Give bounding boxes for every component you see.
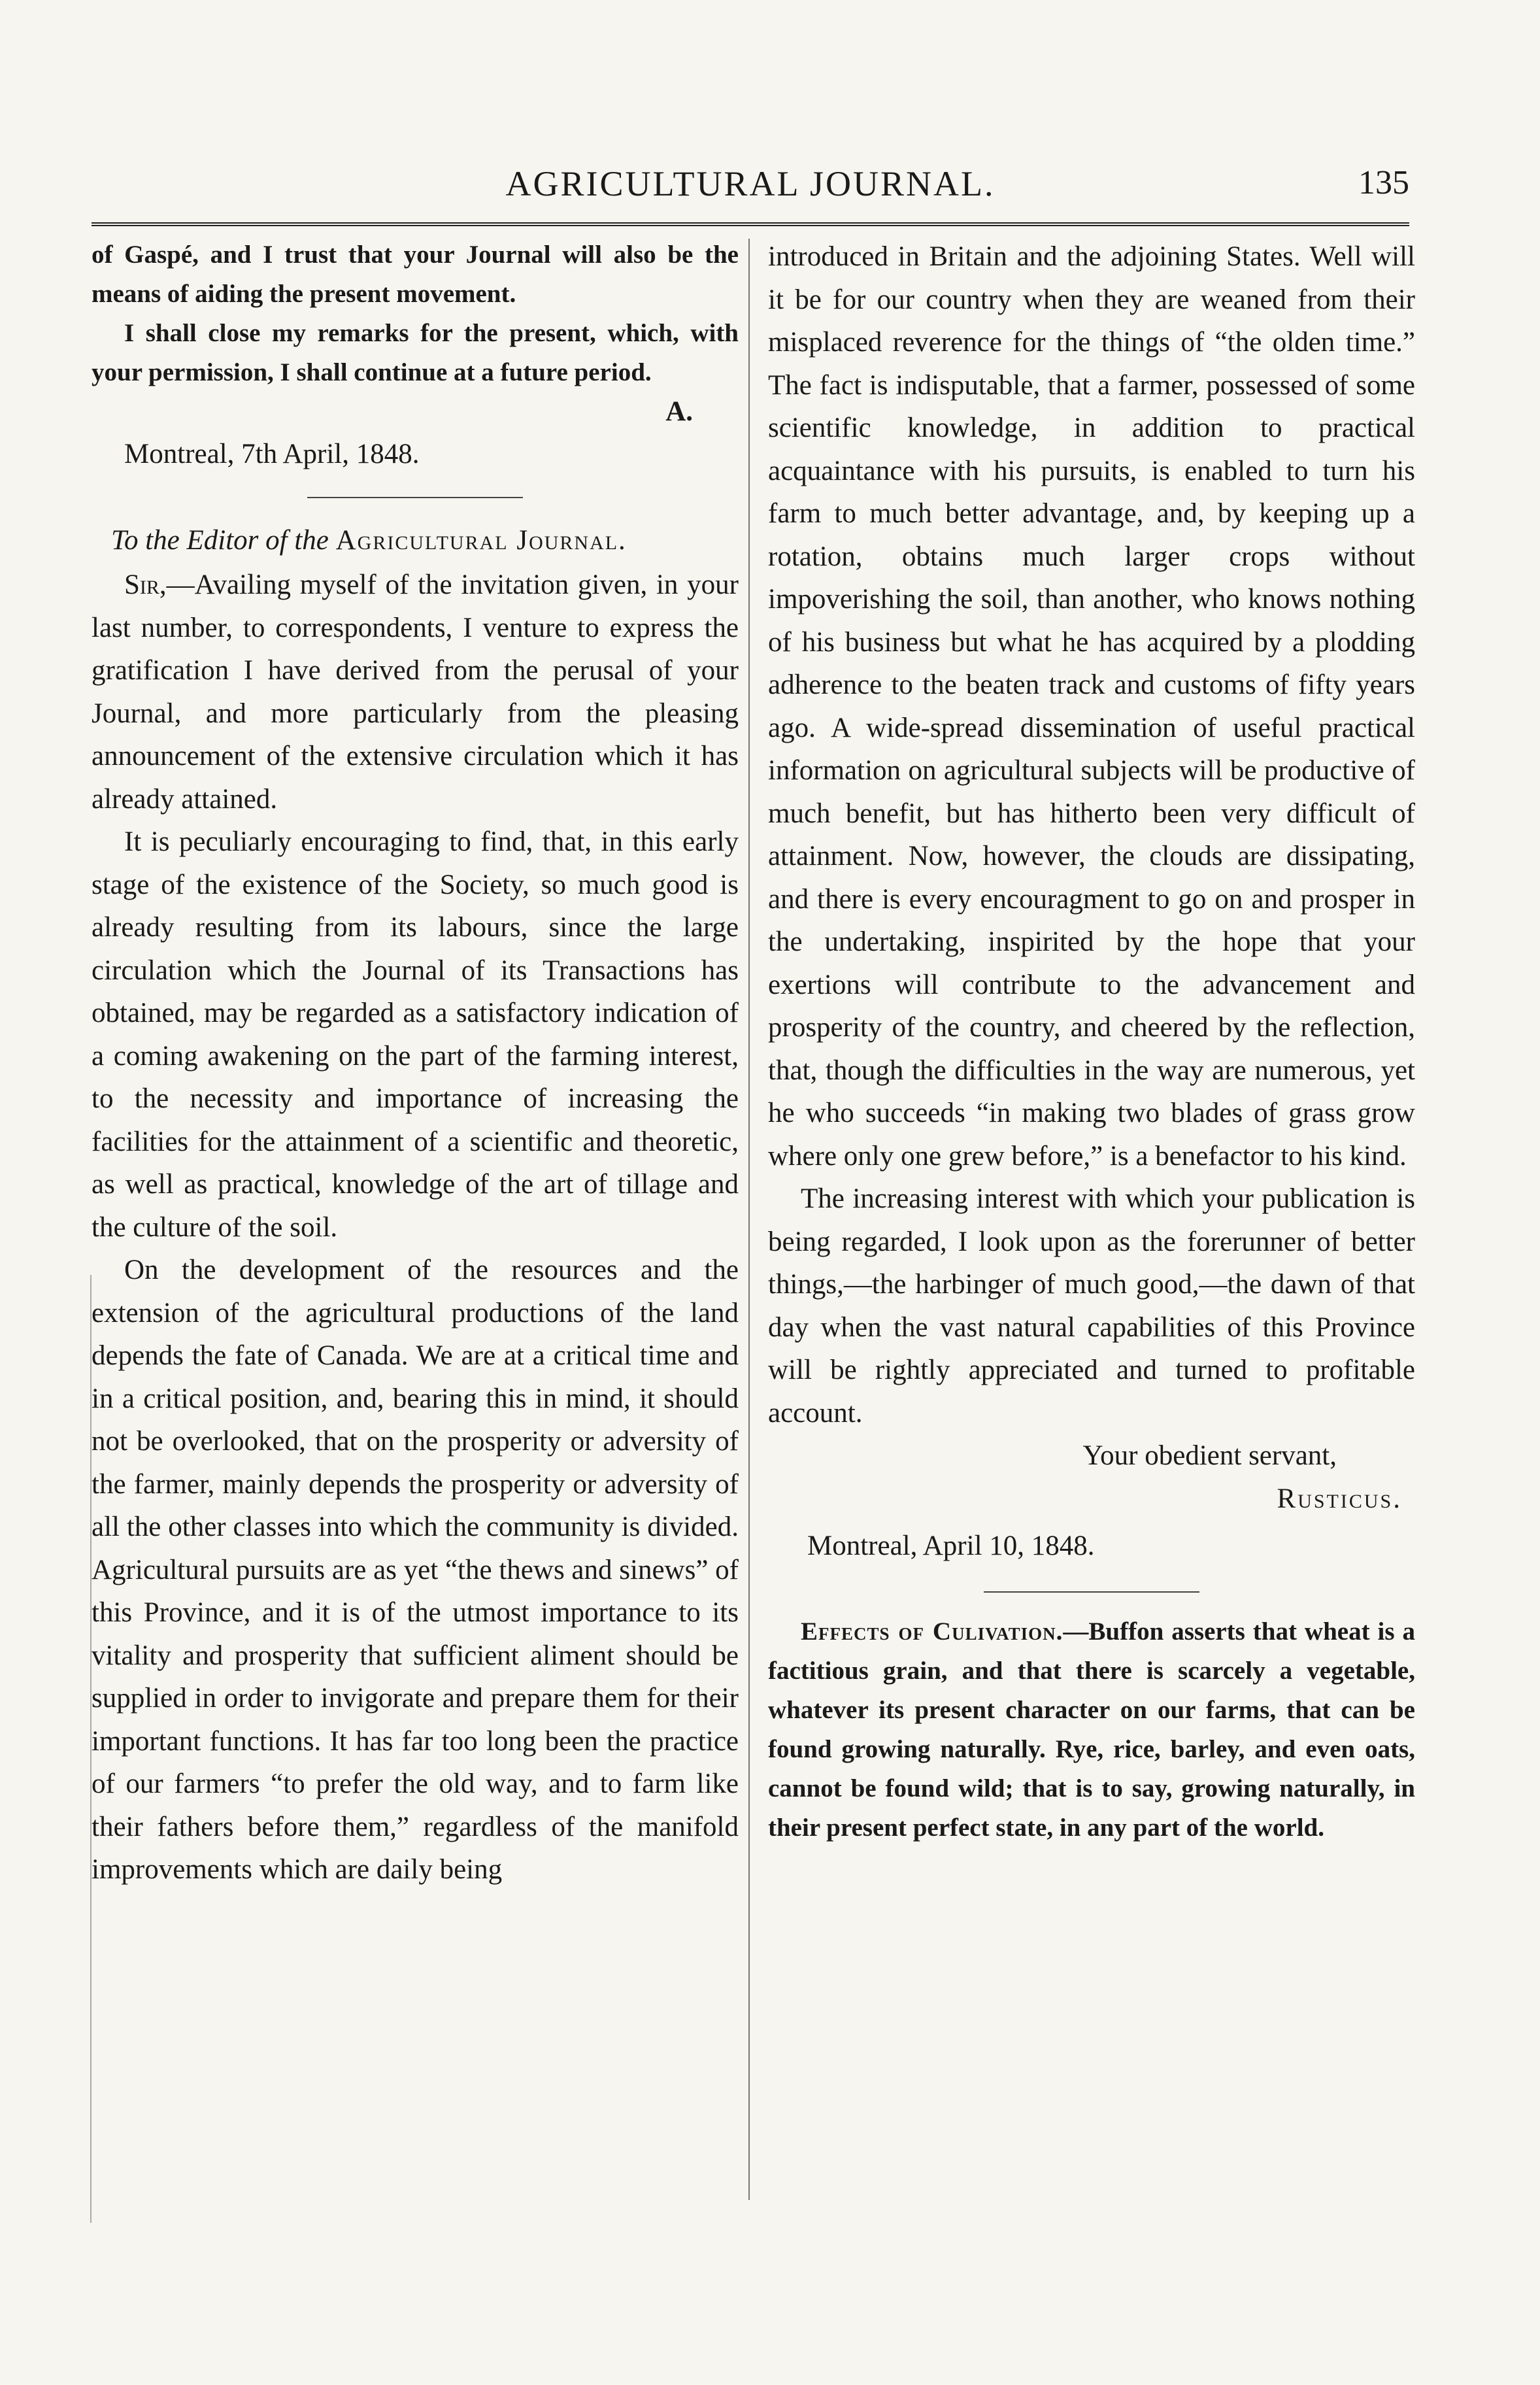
signature: Rusticus. <box>1277 1483 1402 1514</box>
running-title: AGRICULTURAL JOURNAL. <box>505 164 996 203</box>
column-divider <box>748 239 750 2200</box>
letter-paragraph-2: It is peculiarly encouraging to find, that, in this early stage of the existence of the Society, so much good is already resulting from its labours, since the large circulation which the Journal of its Transactions has obtained, may be regarded as a satisfactory indication of a coming awakening on the part of the farming interest, to the necessity and importance of increasing the facilities for the attainment of a scientific and theoretic, as well as practical, knowledge of the art of tillage and the culture of the soil. <box>92 826 739 1243</box>
note-paragraph <box>768 1612 1415 1848</box>
opening-paragraph: of Gaspé, and I trust that your Journal will also be the means of aiding the present movement. <box>92 241 739 308</box>
paragraph-1-text: —Availing myself of the invitation given, in your last number, to correspondents, I venture to express the gratification I have derived from the perusal of your Journal, and more particularly from the pleasing announcement of the extensive circulation which it has already attained. <box>92 569 739 815</box>
section-rule-2 <box>984 1591 1199 1593</box>
letter-paragraph-1 <box>92 564 739 820</box>
letter-paragraph-3: On the development of the resources and the extension of the agricultural productions of the land depends the fate of Canada. We are at a critical time and in a critical position, and, bearing this in mind, it should not be overlooked, that on the prosperity or adversity of the farmer, mainly depends the prosperity or adversity of all the other classes into which the community is divided. Agricultural pursuits are as yet “the thews and sinews” of this Province, and it is of the utmost importance to its vitality and prosperity that sufficient aliment should be supplied in order to invigorate and prepare them for their important functions. It has far too long been the practice of our farmers “to prefer the old way, and to farm like their fathers before them,” regardless of the manifold improvements which are daily being <box>92 1255 739 1885</box>
heading-prefix: To the Editor of the <box>111 525 329 556</box>
closing-paragraph: I shall close my remarks for the present, which, with your permission, I shall continue at a future period. <box>92 319 739 386</box>
note-title: Effects of Culivation. <box>801 1617 1063 1646</box>
right-column <box>768 235 1415 1848</box>
page-header <box>92 163 1409 216</box>
letter-signature: A. <box>665 396 693 427</box>
closing-line: Your obedient servant, <box>1082 1440 1337 1471</box>
salutation: Sir, <box>124 569 167 600</box>
left-column <box>92 235 739 1891</box>
page-number: 135 <box>1358 164 1409 201</box>
letter-date-2: Montreal, April 10, 1848. <box>807 1531 1095 1561</box>
letter-date: Montreal, 7th April, 1848. <box>124 439 420 469</box>
letter-heading <box>92 518 739 564</box>
continued-paragraph: introduced in Britain and the adjoining States. Well will it be for our country when they are weaned from their misplaced reverence for the things of “the olden time.” The fact is indisputable, that a farmer, possessed of some scientific knowledge, in addition to practical acquaintance with his pursuits, is enabled to turn his farm to much better advantage, and, by keeping up a rotation, obtains much larger crops without impoverishing the soil, than another, who knows nothing of his business but what he has acquired by a plodding adherence to the beaten track and customs of fifty years ago. A wide-spread dissemination of useful practical information on agricultural subjects will be productive of much benefit, but has hitherto been very difficult of attainment. Now, however, the clouds are dissipating, and there is every encouragment to go on and prosper in the undertaking, inspirited by the hope that your exertions will contribute to the advancement and prosperity of the country, and cheered by the reflection, that, though the difficulties in the way are numerous, yet he who succeeds “in making two blades of grass grow where only one grew before,” is a benefactor to his kind. <box>768 241 1415 1172</box>
final-paragraph: The increasing interest with which your publication is being regarded, I look upon as the forerunner of better things,—the harbinger of much good,—the dawn of that day when the vast natural capabilities of this Province will be rightly appreciated and turned to profitable account. <box>768 1183 1415 1429</box>
section-rule <box>307 497 523 498</box>
heading-journal: Agricultural Journal. <box>335 525 627 556</box>
header-rule <box>92 222 1409 226</box>
note-body: —Buffon asserts that wheat is a factitious grain, and that there is scarcely a vegetable, whatever its present character on our farms, that can be found growing naturally. Rye, rice, barley, and even oats, cannot be found wild; that is to say, growing naturally, in their present perfect state, in any part of the world. <box>768 1617 1415 1842</box>
